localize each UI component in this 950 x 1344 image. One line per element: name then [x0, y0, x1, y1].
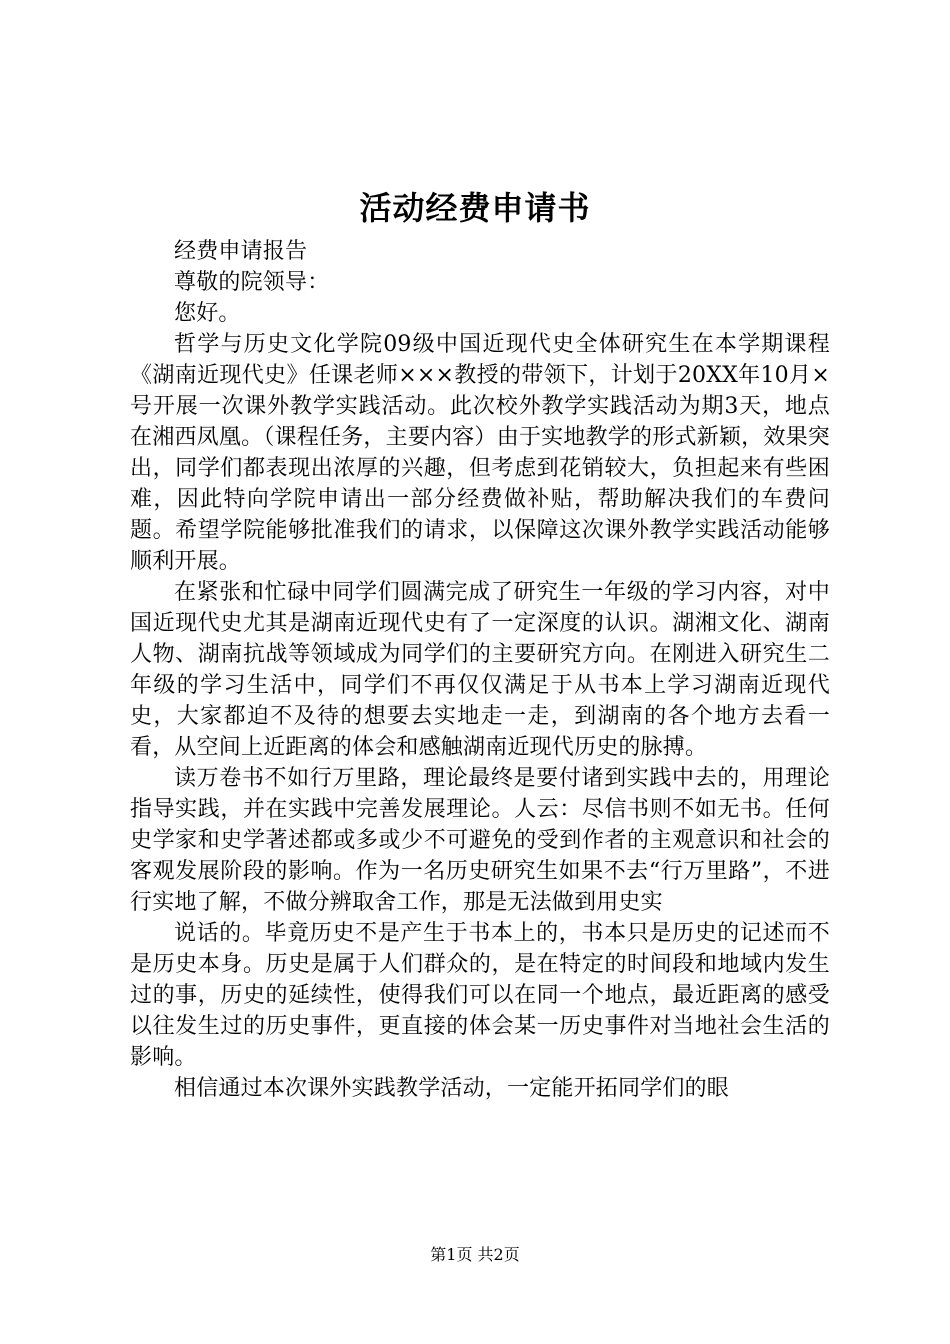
paragraph-body: 哲学与历史文化学院09级中国近现代史全体研究生在本学期课程《湖南近现代史》任课老师×××教授的带领下，计划于20XX年10月×号开展一次课外教学实践活动。此次校外教学实践活动为期3天，地点在湘西凤凰。（课程任务，主要内容）由于实地教学的形式新颖，效果突出，同学们都表现出浓厚的兴趣，但考虑到花销较大，负担起来有些困难，因此特向学院申请出一部分经费做补贴，帮助解决我们的车费问题。希望学院能够批准我们的请求，以保障这次课外教学实践活动能够顺利开展。	[130, 332, 830, 574]
paragraph-salutation: 尊敬的院领导：	[174, 270, 330, 295]
page-number-footer: 第1页 共2页	[430, 1245, 520, 1264]
document-body	[130, 236, 830, 1104]
paragraph-greeting: 您好。	[174, 301, 241, 326]
paragraph-body: 读万卷书不如行万里路，理论最终是要付诸到实践中去的，用理论指导实践，并在实践中完善发展理论。人云：尽信书则不如无书。任何史学家和史学著述都或多或少不可避免的受到作者的主观意识和社会的客观发展阶段的影响。作为一名历史研究生如果不去“行万里路”，不进行实地了解，不做分辨取舍工作，那是无法做到用史实	[130, 766, 830, 915]
document-title: 活动经费申请书	[359, 189, 591, 227]
paragraph-body: 相信通过本次课外实践教学活动，一定能开拓同学们的眼	[174, 1076, 730, 1101]
paragraph-body: 说话的。毕竟历史不是产生于书本上的，书本只是历史的记述而不是历史本身。历史是属于人们群众的，是在特定的时间段和地域内发生过的事，历史的延续性，使得我们可以在同一个地点，最近距离的感受以往发生过的历史事件，更直接的体会某一历史事件对当地社会生活的影响。	[130, 921, 830, 1070]
paragraph-body: 在紧张和忙碌中同学们圆满完成了研究生一年级的学习内容，对中国近现代史尤其是湖南近现代史有了一定深度的认识。湖湘文化、湖南人物、湖南抗战等领域成为同学们的主要研究方向。在刚进入研究生二年级的学习生活中，同学们不再仅仅满足于从书本上学习湖南近现代史，大家都迫不及待的想要去实地走一走，到湖南的各个地方去看一看，从空间上近距离的体会和感触湖南近现代历史的脉搏。	[130, 580, 830, 760]
paragraph-report-heading: 经费申请报告	[174, 239, 308, 264]
